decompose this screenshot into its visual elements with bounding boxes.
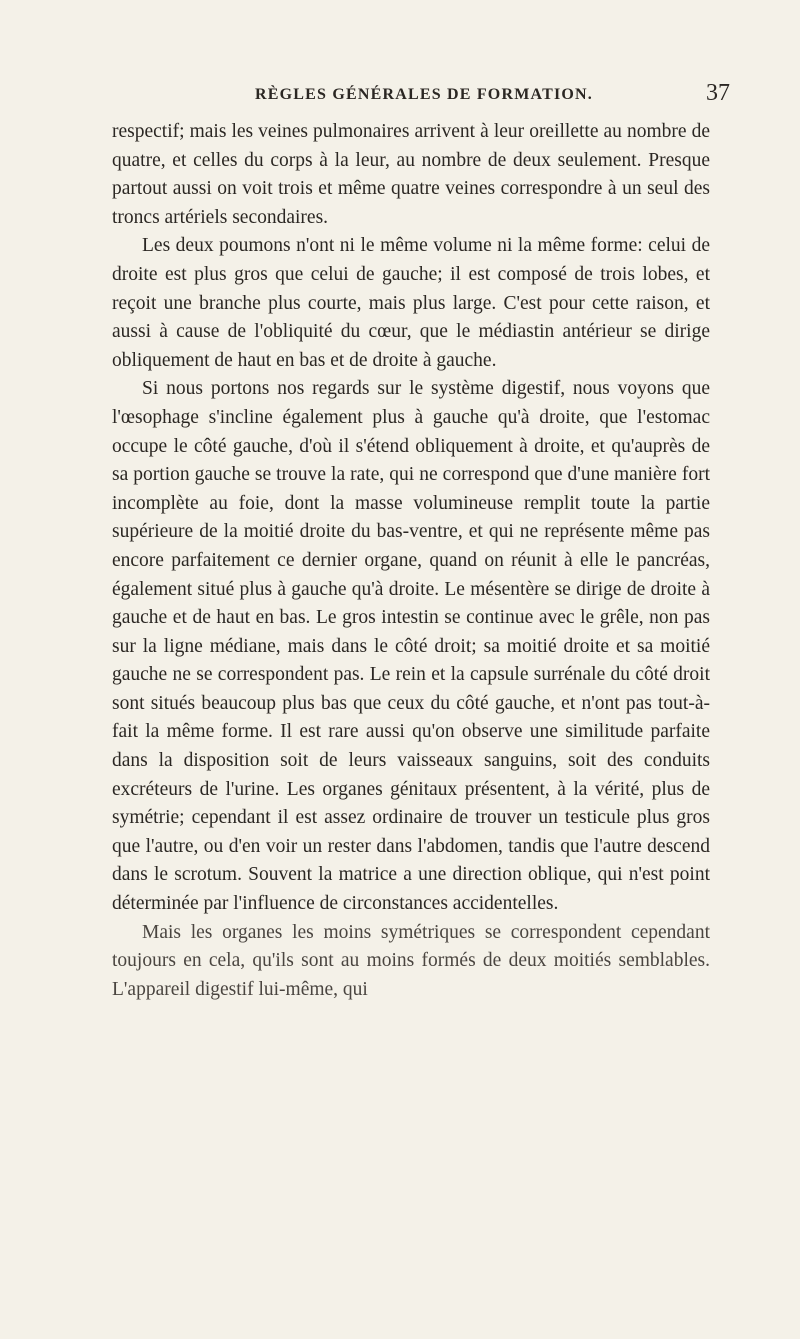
paragraph-lungs: Les deux poumons n'ont ni le même volume ni la même forme: celui de droite est plus gros que celui de gauche; il est composé de trois lobes, et reçoit une branche plus courte, mais plus large. C'est pour cette raison, et aussi à cause de l'obliquité du cœur, que le médiastin antérieur se dirige obliquement de haut en bas et de droite à gauche.: [112, 235, 710, 371]
paragraph-digestive-system: Si nous portons nos regards sur le système digestif, nous voyons que l'œsophage s'incline également plus à gauche qu'à droite, que l'estomac occupe le côté gauche, d'où il s'étend obliquement à droite, et qu'auprès de sa portion gauche se trouve la rate, qui ne correspond que d'une manière fort incomplète au foie, dont la masse volumineuse remplit toute la partie supérieure de la moitié droite du bas-ventre, et qui ne représente même pas encore parfaitement ce dernier organe, quand on réunit à elle le pancréas, également situé plus à gauche qu'à droite. Le mésentère se dirige de droite à gauche et de haut en bas. Le gros intestin se continue avec le grêle, non pas sur la ligne médiane, mais dans le côté droit; sa moitié droite et sa moitié gauche ne se correspondent pas. Le rein et la capsule surrénale du côté droit sont situés beaucoup plus bas que ceux du côté gauche, et n'ont pas tout-à-fait la même forme. Il est rare aussi qu'on observe une similitude parfaite dans la disposition soit de leurs vaisseaux sanguins, soit des conduits excréteurs de l'urine. Les organes génitaux présentent, à la vérité, plus de symétrie; cependant il est assez ordinaire de trouver un testicule plus gros que l'autre, ou d'en voir un rester dans l'abdomen, tandis que l'autre descend dans le scrotum. Souvent la matrice a une direction oblique, qui n'est point déterminée par l'influence de circonstances accidentelles.: [112, 378, 710, 915]
body-text: [112, 118, 710, 1004]
paragraph-asymmetric-organs: Mais les organes les moins symétriques se correspondent cependant toujours en cela, qu'ils sont au moins formés de deux moitiés semblables. L'appareil digestif lui-même, qui: [112, 921, 710, 1000]
page-number: 37: [706, 80, 730, 106]
running-head: RÈGLES GÉNÉRALES DE FORMATION.: [255, 86, 593, 103]
page-header: [0, 80, 800, 114]
paragraph-continuation: respectif; mais les veines pulmonaires arrivent à leur oreillette au nombre de quatre, et celles du corps à la leur, au nombre de deux seulement. Presque partout aussi on voit trois et même quatre veines correspondre à un seul des troncs artériels secondaires.: [112, 121, 710, 228]
